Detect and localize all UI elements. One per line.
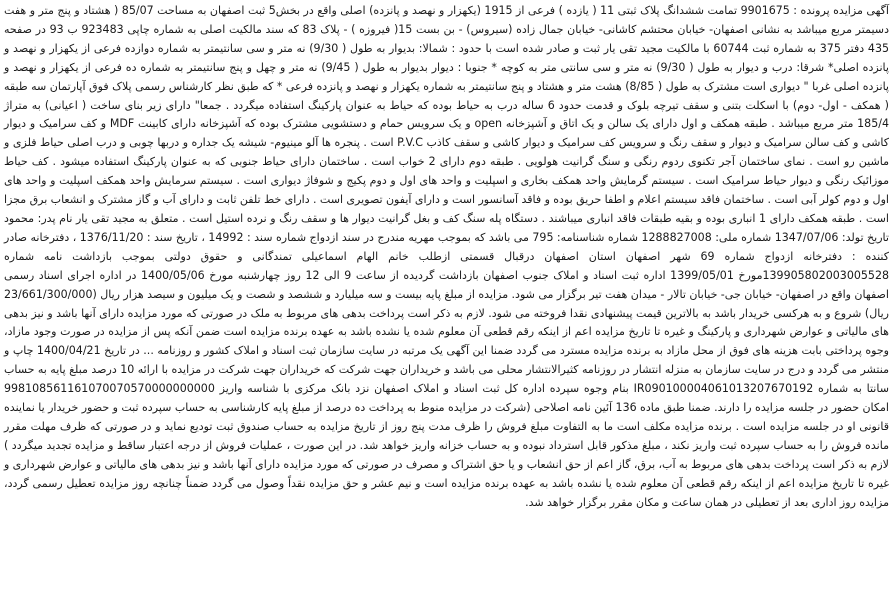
auction-notice-text: آگهی مزایده پرونده : 9901675 تمامت ششدانگ پلاک ثبتی 11 ( یازده ) فرعی از 1915 (یکهزار و نهصد و پانزده) اصلی واقع در بخش5 ثبت اصفهان به مساحت 85/07 ( هشتاد و پنج متر و هفت دسیمتر مربع میباشد به نشانی اصفهان- خیابان محتشم کاشانی- خیابان جمال زاده (سیروس) - بن بست 15( فیروزه ) - پلاک 83 که سند مالکیت اصلی به شماره چاپی 923483 ب 93 در صفحه 435 دفتر 375 به شماره ثبت 60744 با مالکیت مجید تقی یار ثبت و صادر شده است با حدود : شمالا: بدیوار به طول ( 9/30) نه متر و سی سانتیمتر به شماره دوازده فرعی از یکهزار و نهصد و پانزده اصلی* شرقا: درب و دیوار به طول ( 9/30) نه متر و سی سانتی متر به کوچه * جنوبا : دیوار بدیوار به طول ( 9/45) نه متر و چهل و پنج سانتیمتر به شماره ده فرعی از یکهزار و نهصد و پانزده اصلی غربا " دیواری است مشترک به طول ( 8/85) هشت متر و هشتاد و پنج سانتیمتر به شماره یکهزار و نهصد و پانزده فرعی * که طبق نظر کارشناس رسمی پلاک فوق آپارتمان سه طبقه ( همکف - اول- دوم) با اسکلت بتنی و سقف تیرچه بلوک و قدمت حدود 6 ساله درب به حیاط بوده که حیاط به عنوان پارکینگ استفاده میگردد . جمعا" دارای زیر بنای ساخت ( اعیانی) به متراژ 185/4 متر مربع میباشد . طبقه همکف و اول دارای یک سالن و یک اتاق و آشپزخانه open و یک سرویس حمام و دستشویی مشترک بوده که آشپزخانه دارای کابینت MDF و کف سرامیک و دیوار کاشی و کف سالن سرامیک و دیوار و سقف رنگ و سرویس کف سرامیک و دیوار کاشی و سقف کاذب P.V.C است . پنجره ها آلو مینیوم- شیشه یک جداره و دربها چوبی و درب اصلی حیاط فلزی و ماشین رو است . نمای ساختمان آجر تکنوی ردوم رنگی و سنگ گرانیت هولویی . طبقه دوم دارای 2 خواب است . ساختمان دارای حیاط جنوبی که به عنوان پارکینگ استفاده میشود . کف حیاط موزائیک رنگی و دیوار حیاط سرامیک است . سیستم گرمایش واحد همکف بخاری و اسپلیت و واحد های اول و دوم پکیج و شوفاژ دیواری است . سیستم سرمایش واحد همکف اسپلیت و واحد های اول و دوم کولر آبی است . ساختمان فاقد سیستم اعلام و اطفا حریق بوده و فاقد آسانسور است و دارای آیفون تصویری است . دارای خط تلفن ثابت و دارای آب و گاز مشترک و انشعاب برق مجزا است . طبقه همکف دارای 1 انباری بوده و بقیه طبقات فاقد انباری میباشند . دستگاه پله سنگ کف و بغل گرانیت دیوار ها و سقف رنگ و نرده استیل است . متعلق به مجید تقی یار نام پدر: محمود تاریخ تولد: 1347/07/06 شماره ملی: 1288827008 شماره شناسنامه: 795 می باشد که بموجب مهریه مندرج در سند ازدواج شماره سند : 14992 ، تاریخ سند : 1376/11/20 ، دفترخانه صادر کننده : دفترخانه ازدواج شماره 69 شهر اصفهان استان اصفهان درقبال قسمتی ازطلب خانم الهام اسماعیلی تمندگانی و حقوق دولتی بموجب بازداشت نامه شماره 139905802003005528مورخ 1399/05/01 اداره ثبت اسناد و املاک جنوب اصفهان بازداشت گردیده از ساعت 9 الی 12 روز چهارشنبه مورخ 1400/05/06 در اداره اجرای اسناد رسمی اصفهان واقع در اصفهان- خیابان جی- خیابان تالار - میدان هفت تیر برگزار می شود. مزایده از مبلغ پایه بیست و سه میلیارد و ششصد و شصت و یک میلیون و سیصد هزار ریال (23/661/300/000 ریال) شروع و به هرکسی خریدار باشد به بالاترین قیمت پیشنهادی نقدا فروخته می شود. لازم به ذکر است پرداخت بدهی های مربوط به ملک در صورتی که مورد مزایده دارای آنها باشد و نیز بدهی های مالیاتی و عوارض شهرداری و پارکینگ و غیره تا تاریخ مزایده اعم از اینکه رقم قطعی آن معلوم شده یا نشده باشد به عهده برنده مزایده است ضمن آنکه پس از مزایده در صورت وجود مازاد، وجوه پرداختی بابت هزینه های فوق از محل مازاد به برنده مزایده مسترد می گردد ضمنا این آگهی یک مرتبه در سایت سازمان ثبت اسناد و املاک کشور و روزنامه ... در تاریخ 1400/04/21 چاپ و منتشر می گردد و درج در سایت سازمان به منزله انتشار در روزنامه کثیرالانتشار محلی می باشد و خریداران جهت شرکت که خریداران جهت شرکت در مزایده با ارائه 10 درصد مبلغ پایه به حساب سانتا به شماره IR090100004061013207670192 بنام وجوه سپرده اداره کل ثبت اسناد و املاک اصفهان نزد بانک مرکزی با شناسه واریز 998108561161070070570000000000 امکان حضور در جلسه مزایده را دارند. ضمنا طبق ماده 136 آئین نامه اصلاحی (شرکت در مزایده منوط به پرداخت ده درصد از مبلغ پایه کارشناسی به حساب سپرده ثبت و حضور خریدار یا نماینده قانونی او در جلسه مزایده است . برنده مزایده مکلف است ما به التفاوت مبلغ فروش را ظرف مدت پنج روز از تاریخ مزایده به حساب صندوق ثبت تودیع نماید و در صورتی که ظرف مهلت مقرر مانده فروش را به حساب سپرده ثبت واریز نکند ، مبلغ مذکور قابل استرداد نبوده و به حساب خزانه واریز خواهد شد. در این صورت ، عملیات فروش از درجه اعتبار ساقط و مزایده تجدید میگردد ) لازم به ذکر است پرداخت بدهی های مربوط به آب، برق، گاز اعم از حق انشعاب و یا حق اشتراک و مصرف در صورتی که مورد مزایده دارای آنها باشد و نیز بدهی های مالیاتی و عوارض شهرداری و غیره تا تاریخ مزایده اعم از اینکه رقم قطعی آن معلوم شده یا نشده باشد به عهده برنده مزایده است و نیم عشر و حق مزایده نقداً وصول می گردد ضمناً چنانچه روز مزایده تعطیل رسمی گردد، مزایده روز اداری بعد از تعطیلی در همان ساعت و مکان مقرر برگزار خواهد شد. [4,4,890,509]
